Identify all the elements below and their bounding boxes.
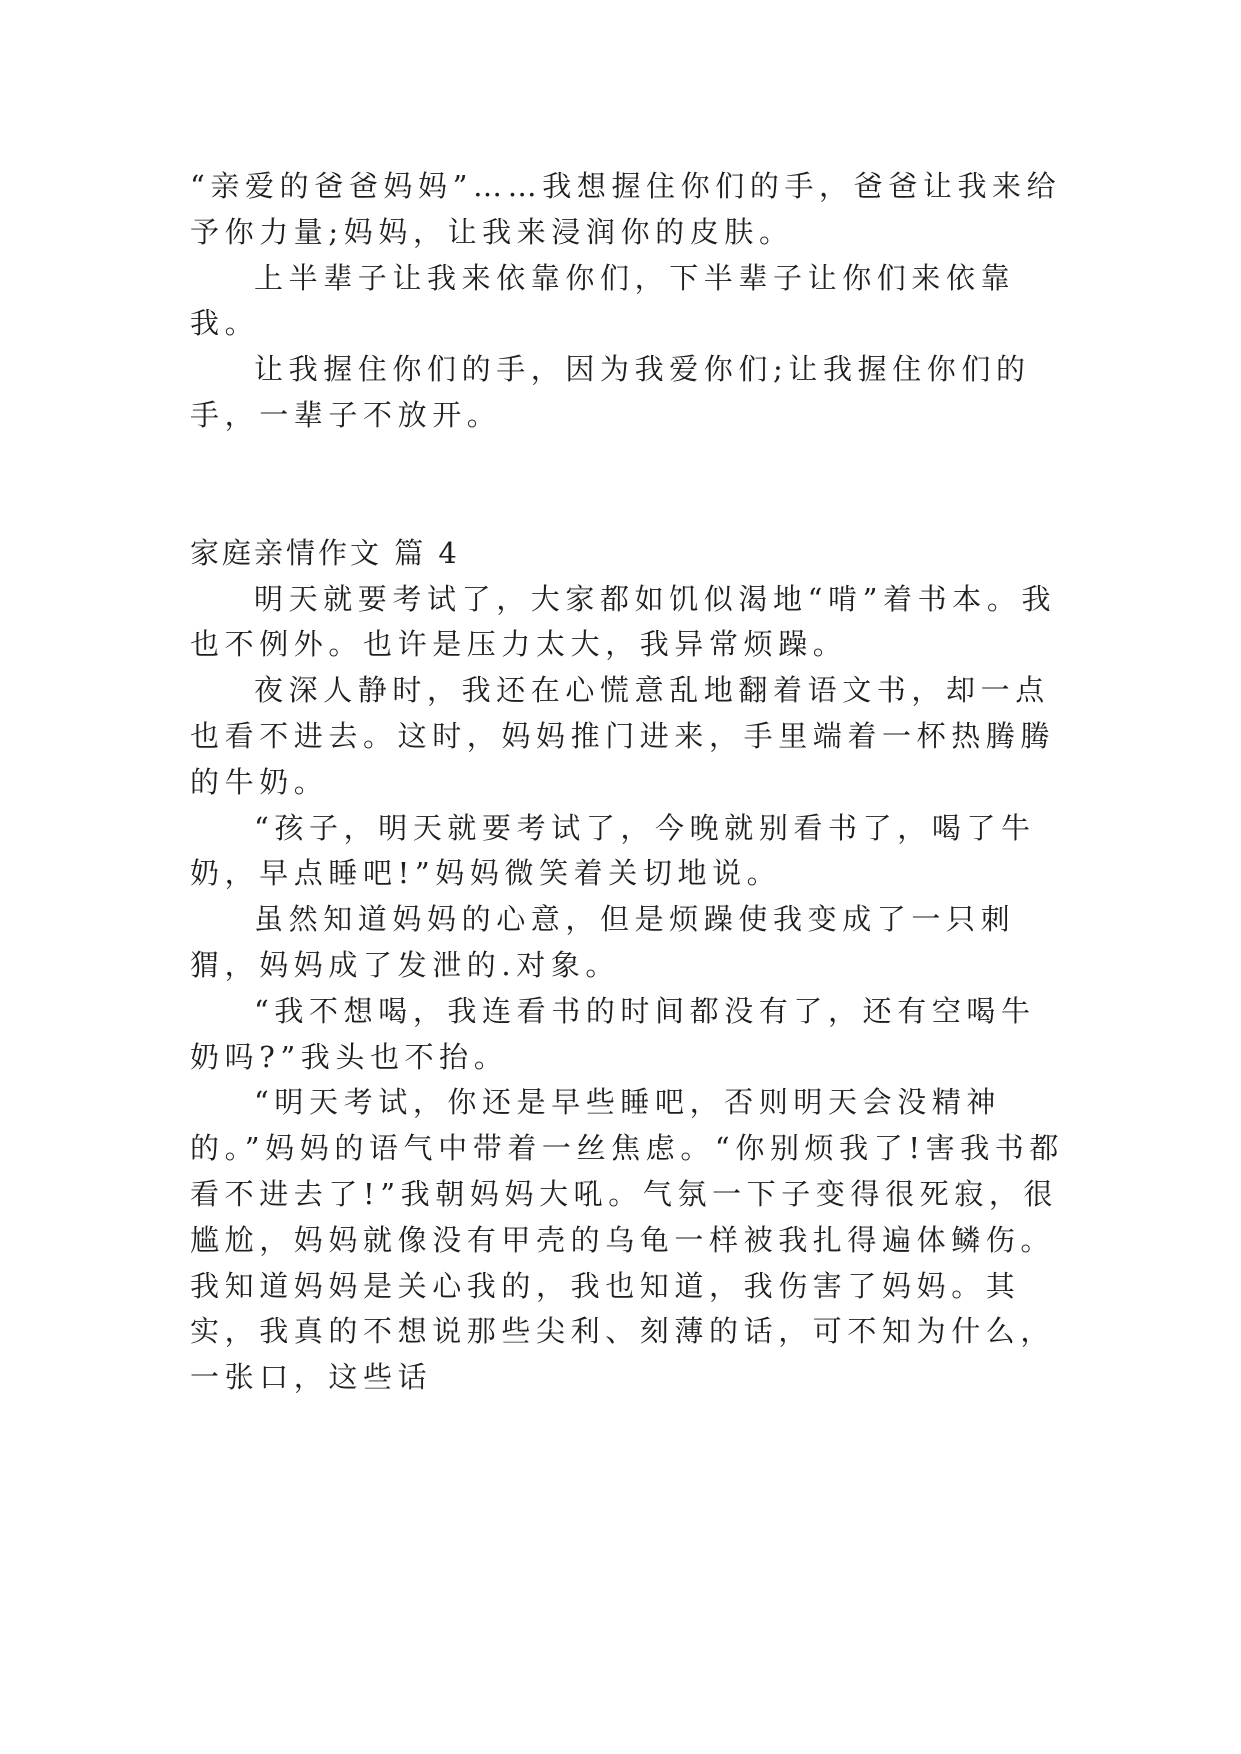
paragraph: “我不想喝，我连看书的时间都没有了，还有空喝牛奶吗?”我头也不抬。: [190, 993, 1036, 1074]
paragraph: 夜深人静时，我还在心慌意乱地翻着语文书，却一点也看不进去。这时，妈妈推门进来，手里端着一杯热腾腾的牛奶。: [190, 673, 1056, 799]
paragraph: 上半辈子让我来依靠你们，下半辈子让你们来依靠我。: [190, 260, 1016, 341]
paragraph: “亲爱的爸爸妈妈”……我想握住你们的手，爸爸让我来给予你力量;妈妈，让我来浸润你的皮肤。: [190, 169, 1062, 249]
paragraph: “明天考试，你还是早些睡吧，否则明天会没精神的。”妈妈的语气中带着一丝焦虑。“你别烦我了!害我书都看不进去了!”我朝妈妈大吼。气氛一下子变得很死寂，很尴尬，妈妈就像没有甲壳的乌龟一样被我扎得遍体鳞伤。我知道妈妈是关心我的，我也知道，我伤害了妈妈。其实，我真的不想说那些尖利、刻薄的话，可不知为什么，一张口，这些话: [190, 1085, 1065, 1395]
section-title: 家庭亲情作文 篇 4: [190, 535, 460, 570]
paragraph: 虽然知道妈妈的心意，但是烦躁使我变成了一只刺猬，妈妈成了发泄的.对象。: [190, 902, 1016, 982]
paragraph: 明天就要考试了，大家都如饥似渴地“啃”着书本。我也不例外。也许是压力太大，我异常烦躁。: [190, 581, 1057, 662]
section-spacer: [190, 439, 1070, 531]
paragraph: 让我握住你们的手，因为我爱你们;让我握住你们的手，一辈子不放开。: [190, 352, 1031, 432]
document-body: [190, 164, 1070, 1401]
paragraph: “孩子，明天就要考试了，今晚就别看书了，喝了牛奶，早点睡吧!”妈妈微笑着关切地说。: [190, 810, 1036, 891]
